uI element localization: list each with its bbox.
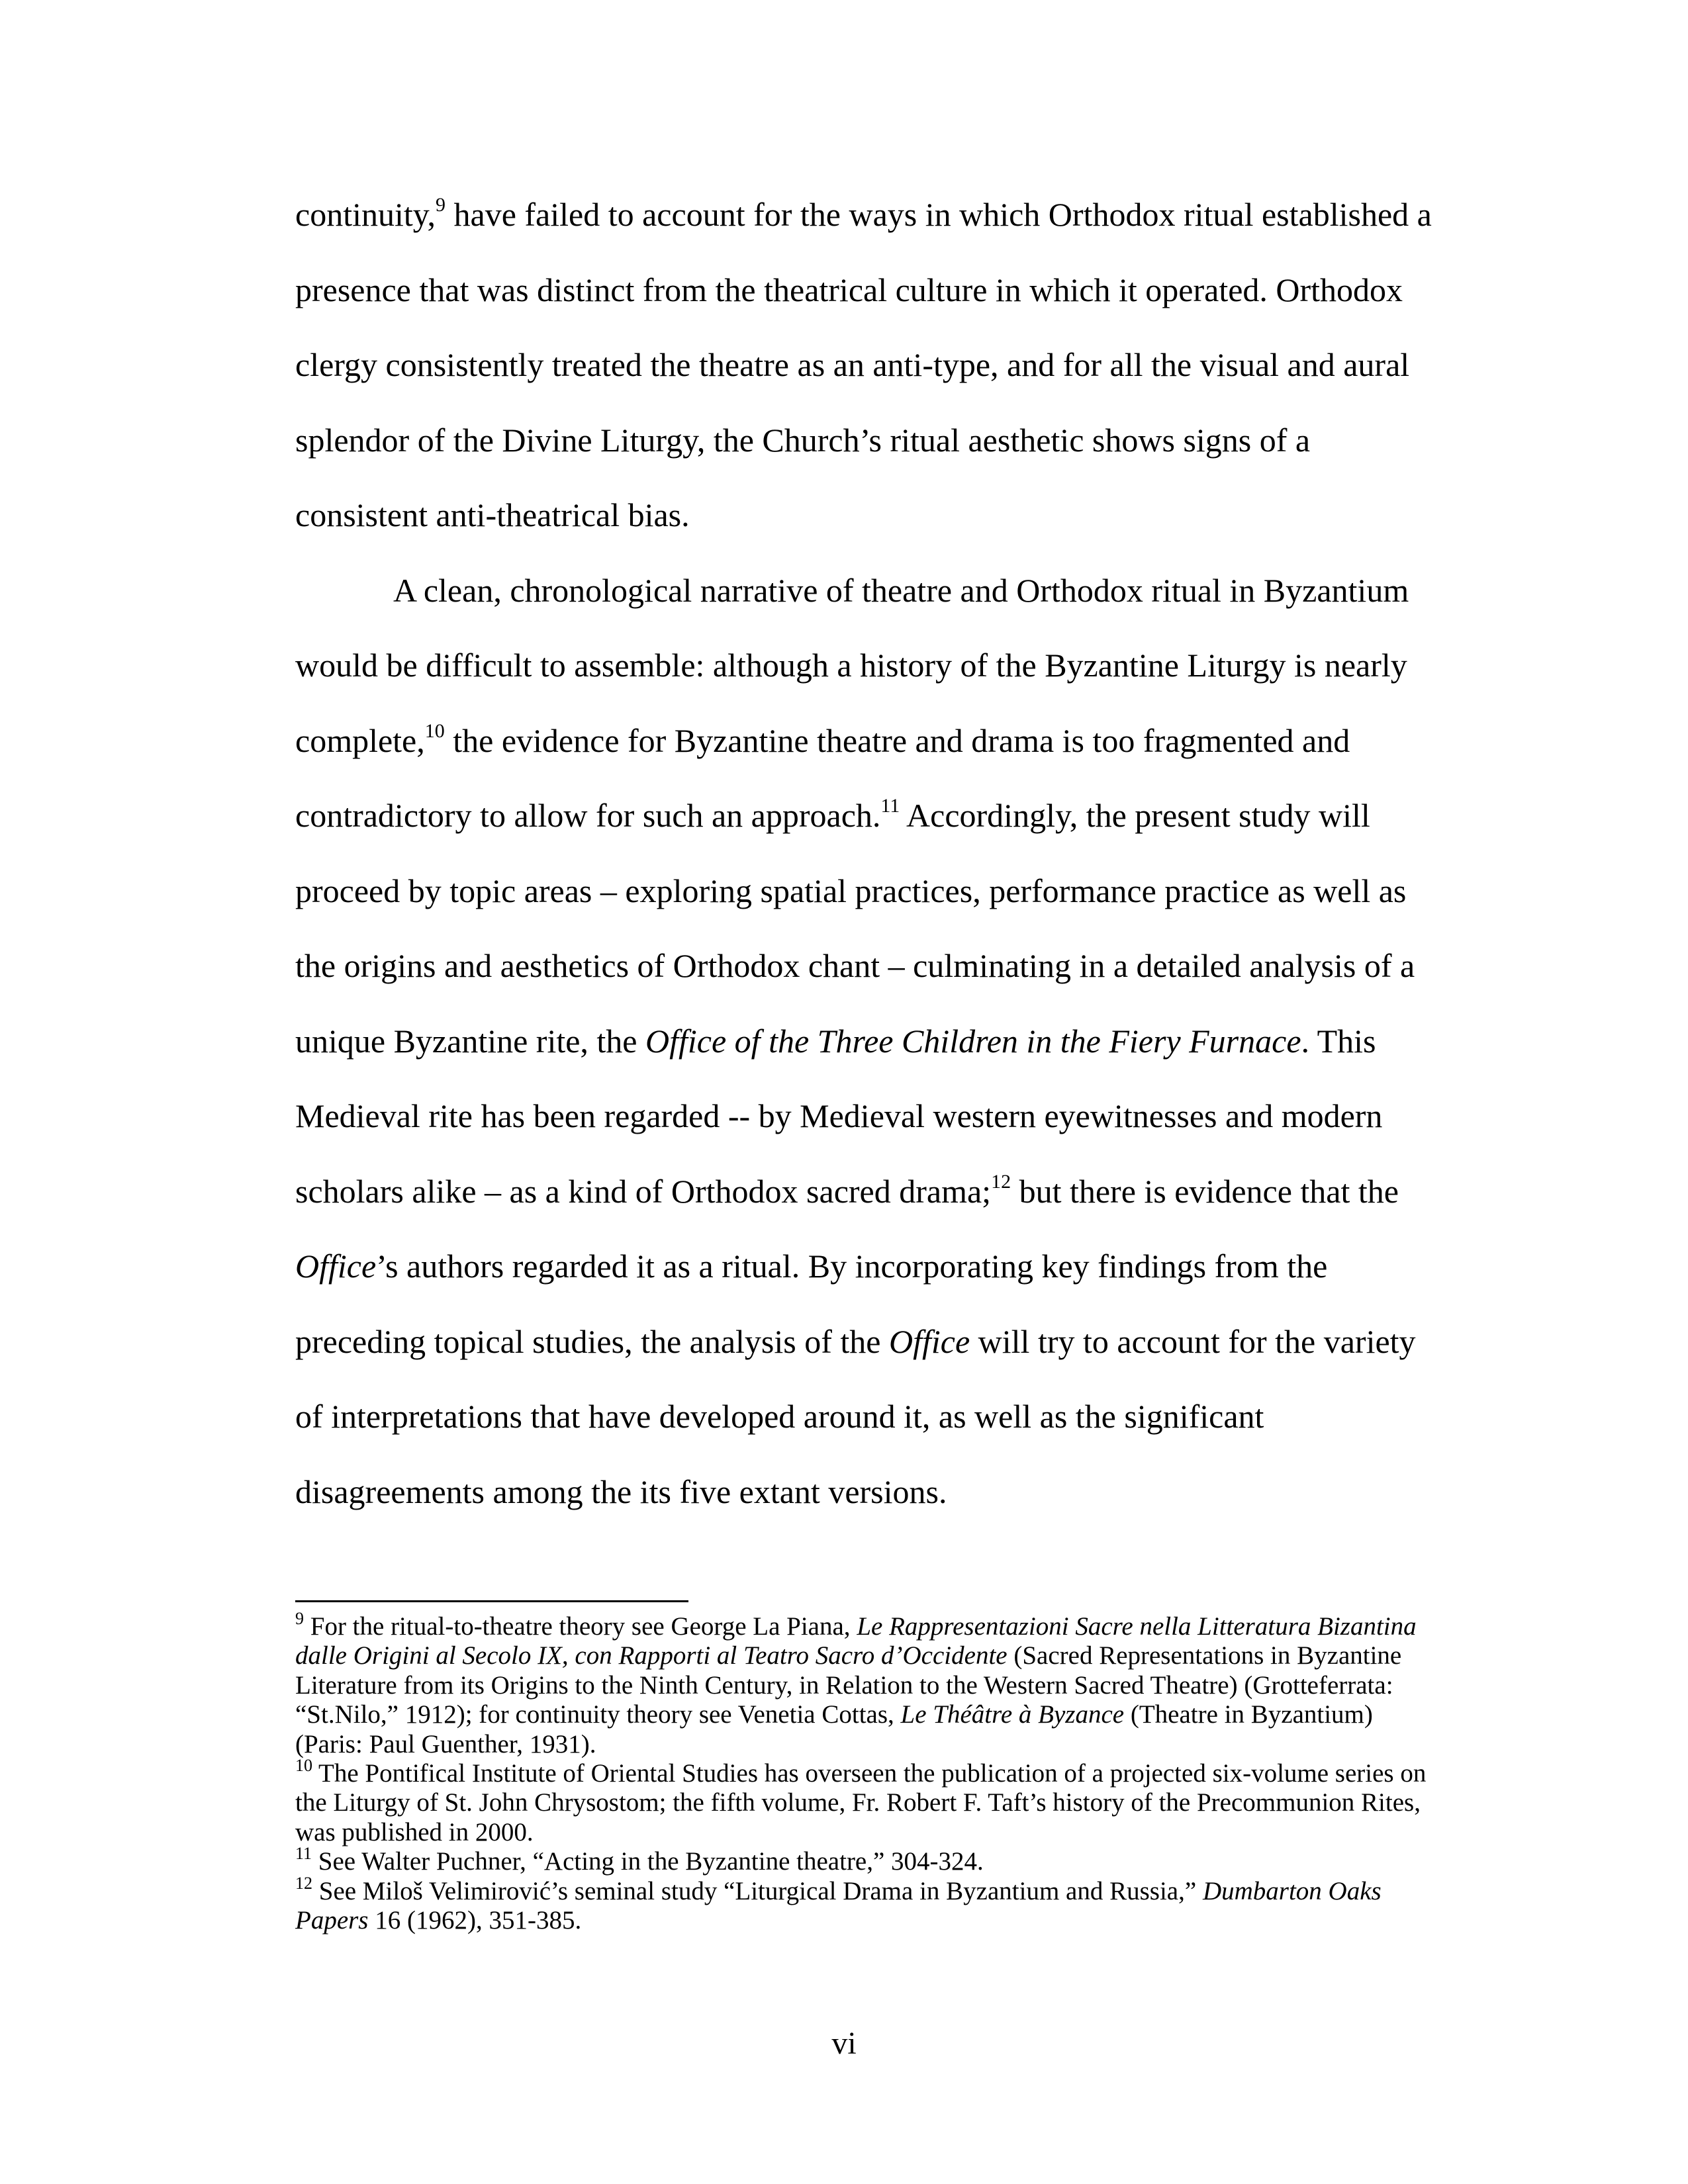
- text-run: have failed to account for the ways in which Orthodox ritual established a presence that was distinct from the theatrical culture in which it operated. Orthodox clergy consistently treated the theatre as an anti-type, and for all the visual and aural splendor of the Divine Liturgy, the Church’s ritual aesthetic shows signs of a consistent anti-theatrical bias.: [295, 196, 1432, 533]
- text-run: See Walter Puchner, “Acting in the Byzantine theatre,” 304-324.: [312, 1847, 984, 1876]
- italic-title: Dumbarton Oaks Papers: [295, 1876, 1382, 1935]
- italic-title: Office: [888, 1322, 970, 1360]
- italic-title: Office: [295, 1248, 377, 1285]
- text-run: but there is evidence that the: [1011, 1172, 1399, 1210]
- footnotes: [295, 1609, 1434, 1935]
- text-run: will try to account for the variety of interpretations that have developed around it, as well as the significant disagreements among the its five extant versions.: [295, 1322, 1416, 1510]
- footnote-marker: 10: [295, 1756, 312, 1776]
- italic-title: Le Théâtre à Byzance: [900, 1700, 1125, 1729]
- text-run: The Pontifical Institute of Oriental Studies has overseen the publication of a projected six-volume series on the Liturgy of St. John Chrysostom; the fifth volume, Fr. Robert F. Taft’s history of the Precommunion Rites, was published in 2000.: [295, 1759, 1427, 1846]
- text-run: (Sacred Representations in Byzantine Literature from its Origins to the Ninth Century, in Relation to the Western Sacred Theatre) (Grotteferrata: “St.Nilo,” 1912); for continuity theory see Venetia Cottas,: [295, 1641, 1402, 1729]
- footnote-marker: 12: [295, 1873, 312, 1893]
- footnote-marker: 9: [436, 194, 446, 216]
- footnote: [295, 1756, 1434, 1847]
- text-run: ’s authors regarded it as a ritual. By incorporating key findings from the preceding topical studies, the analysis of the: [295, 1248, 1328, 1360]
- text-run: (Theatre in Byzantium) (Paris: Paul Guenther, 1931).: [295, 1700, 1373, 1758]
- page-number: vi: [831, 2026, 857, 2061]
- footnote-marker: 11: [295, 1844, 312, 1864]
- footnote: [295, 1873, 1434, 1936]
- italic-title: Office of the Three Children in the Fiery Furnace: [645, 1022, 1301, 1060]
- text-run: Accordingly, the present study will proceed by topic areas – exploring spatial practices, performance practice as well as the origins and aesthetics of Orthodox chant – culminating in a detailed analysis of a unique Byzantine rite, the: [295, 797, 1415, 1060]
- footnote: [295, 1609, 1434, 1759]
- text-run: See Miloš Velimirović’s seminal study “Liturgical Drama in Byzantium and Russia,”: [312, 1876, 1203, 1905]
- footnote-marker: 12: [991, 1170, 1011, 1193]
- italic-title: Le Rappresentazioni Sacre nella Litteratura Bizantina dalle Origini al Secolo IX, con Rapporti al Teatro Sacro d’Occidente: [295, 1612, 1417, 1670]
- text-run: continuity,: [295, 196, 436, 233]
- footnote-marker: 11: [880, 795, 900, 817]
- text-run: 16 (1962), 351-385.: [368, 1906, 582, 1935]
- text-run: A clean, chronological narrative of theatre and Orthodox ritual in Byzantium would be difficult to assemble: although a history of the Byzantine Liturgy is nearly complete,: [295, 571, 1409, 759]
- footnote: [295, 1844, 1434, 1876]
- body-paragraph: [295, 177, 1434, 553]
- text-run: the evidence for Byzantine theatre and drama is too fragmented and contradictory to allow for such an approach.: [295, 721, 1350, 834]
- footnote-marker: 9: [295, 1609, 304, 1628]
- body-paragraph: [295, 553, 1434, 1530]
- text-run: For the ritual-to-theatre theory see George La Piana,: [304, 1612, 857, 1641]
- footnote-marker: 10: [424, 719, 445, 742]
- text-run: . This Medieval rite has been regarded -- by Medieval western eyewitnesses and modern scholars alike – as a kind of Orthodox sacred drama;: [295, 1022, 1383, 1210]
- footnote-separator: [295, 1600, 688, 1602]
- body-text: [295, 177, 1434, 1529]
